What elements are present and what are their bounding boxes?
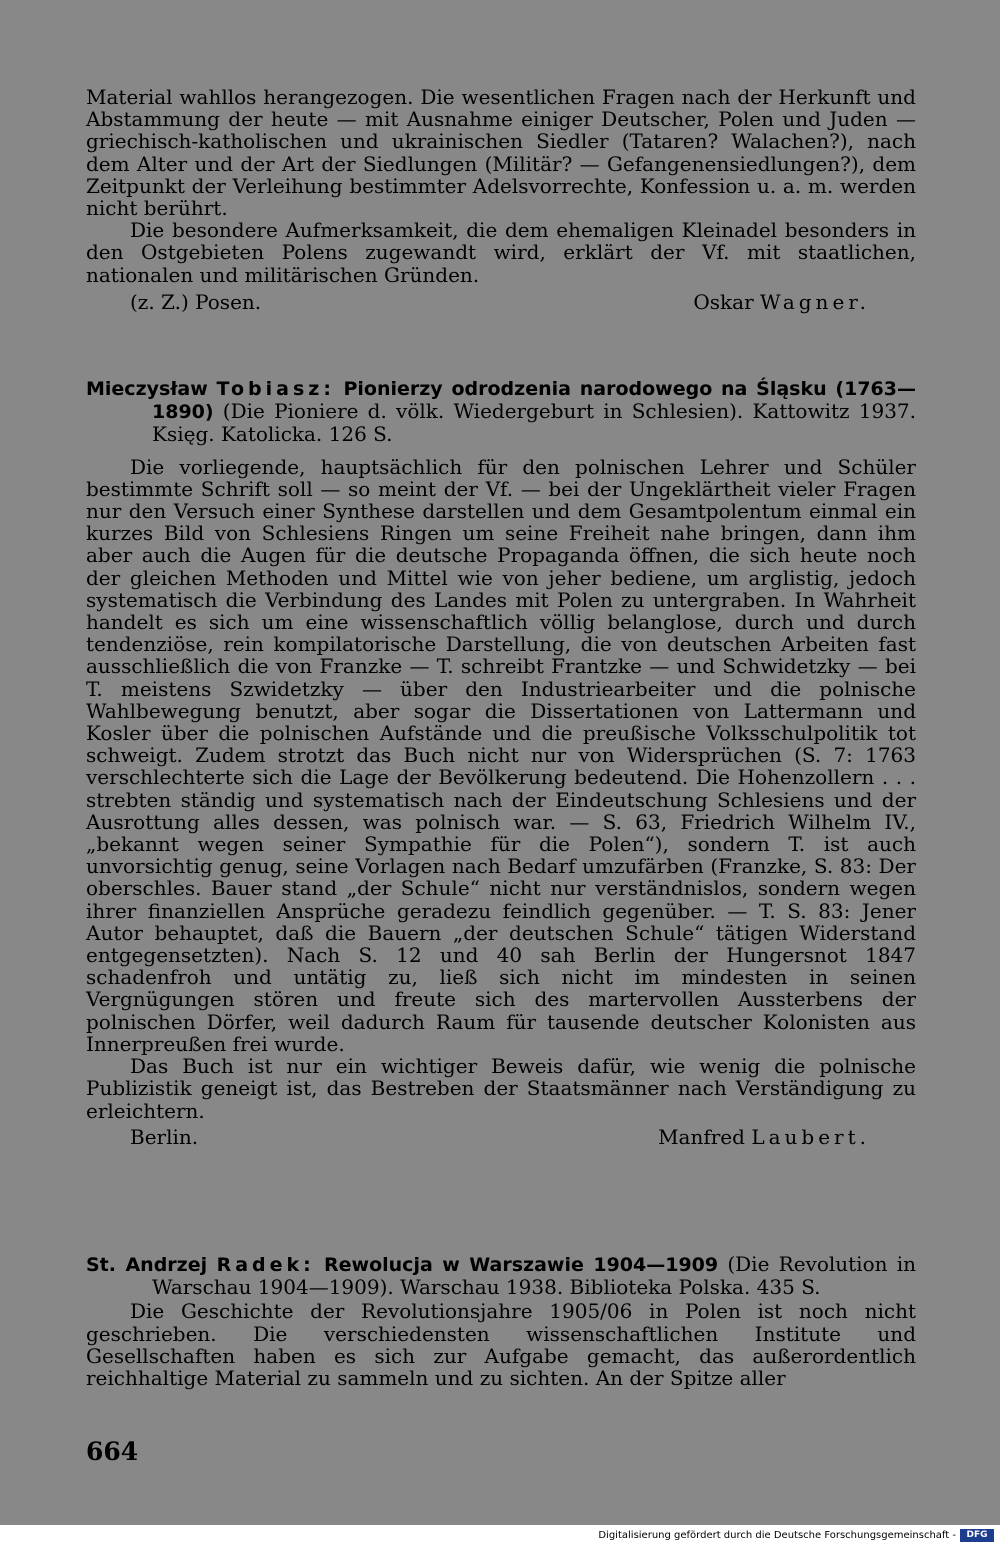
review-paragraph: Das Buch ist nur ein wichtiger Beweis dafür, wie wenig die polnische Publizistik geneigt ist, das Bestreben der Staatsmänner nach Verständigung zu erleichtern. xyxy=(86,1054,916,1123)
book-details: (Die Pioniere d. völk. Wiedergeburt in Schlesien). Kattowitz 1937. Księg. Katolicka. 126 S. xyxy=(152,399,917,447)
book-title: Rewolucja w Warszawie 1904—1909 xyxy=(324,1254,719,1276)
book-author: Mieczysław Tobiasz: xyxy=(86,378,335,400)
book-details: (Die Revolution in Warschau 1904—1909). Warschau 1938. Biblioteka Polska. 435 S. xyxy=(152,1252,916,1300)
review-paragraph: Die Geschichte der Revolutionsjahre 1905/06 in Polen ist noch nicht geschrieben. Die verschiedensten wissenschaftlichen Institute und Gesellschaften haben es sich zur Aufgabe gemacht, das außerordentlich reichhaltige Material zu sammeln und zu sichten. An der Spitze aller xyxy=(86,1299,916,1391)
review-radek xyxy=(86,1253,916,1389)
book-heading xyxy=(86,377,916,446)
review-signature xyxy=(86,291,916,313)
reviewer-place: (z. Z.) Posen. xyxy=(130,289,262,314)
review-wagner xyxy=(86,86,916,313)
reviewer-name: Oskar Wagner. xyxy=(693,289,870,314)
review-signature xyxy=(86,1126,916,1148)
footer-credit: Digitalisierung gefördert durch die Deutsche Forschungsgemeinschaft - xyxy=(598,1530,956,1541)
dfg-logo: DFG xyxy=(960,1529,994,1542)
book-heading xyxy=(86,1253,916,1298)
book-title: Pionierzy odrodzenia narodowego na Śląsku (1763—1890) xyxy=(152,378,916,424)
review-paragraph: Die besondere Aufmerksamkeit, die dem ehemaligen Kleinadel besonders in den Ostgebieten Polens zugewandt wird, erklärt der Vf. mit staatlichen, nationalen und militärischen Gründen. xyxy=(86,218,916,287)
review-paragraph: Die vorliegende, hauptsächlich für den polnischen Lehrer und Schüler bestimmte Schrift soll — so meint der Vf. — bei der Ungeklärtheit vieler Fragen nur den Versuch einer Synthese darstellen und dem Gesamtpolentum einmal ein kurzes Bild von Schlesiens Ringen um seine Freiheit nahe bringen, dann ihm aber auch die Augen für die deutsche Propaganda öffnen, die sich heute noch der gleichen Methoden und Mittel wie von jeher bediene, um arglistig, jedoch systematisch die Verbindung des Landes mit Polen zu untergraben. In Wahrheit handelt es sich um eine wissenschaftlich völlig belanglose, durch und durch tendenziöse, rein kompilatorische Darstellung, die von deutschen Arbeiten fast ausschließlich die von Franzke — T. schreibt Frantzke — und Schwidetzky — bei T. meistens Szwidetzky — über den Industriearbeiter und die polnische Wahlbewegung benutzt, aber sogar die Dissertationen von Lattermann und Kosler über die polnischen Aufstände und die preußische Volksschulpolitik tot schweigt. Zudem strotzt das Buch nicht nur von Widersprüchen (S. 7: 1763 verschlechterte sich die Lage der Bevölkerung bedeutend. Die Hohenzollern . . . strebten ständig und systematisch nach der Eindeutschung Schlesiens und der Ausrottung alles dessen, was polnisch war. — S. 63, Friedrich Wilhelm IV., „bekannt wegen seiner Sympathie für die Polen“), sondern T. ist auch unvorsichtig genug, seine Vorlagen nach Bedarf umzufärben (Franzke, S. 83: Der oberschles. Bauer stand „der Schule“ nicht nur verständnislos, sondern wegen ihrer finanziellen Ansprüche geradezu feindlich gegenüber. — T. S. 83: Jener Autor behauptet, daß die Bauern „der deutschen Schule“ tätigen Widerstand entgegensetzten). Nach S. 12 und 40 sah Berlin der Hungersnot 1847 schadenfroh und untätig zu, ließ sich nicht im mindesten in seinen Vergnügungen stören und freute sich des martervollen Aussterbens der polnischen Dörfer, weil dadurch Raum für tausende deutscher Kolonisten aus Innerpreußen frei wurde. xyxy=(86,454,916,1056)
review-laubert xyxy=(86,377,916,1148)
digitization-footer xyxy=(0,1525,1000,1546)
review-paragraph: Material wahllos herangezogen. Die wesentlichen Fragen nach der Herkunft und Abstammung der heute — mit Ausnahme einiger Deutscher, Polen und Juden — griechisch-katholischen und ukrainischen Siedler (Tataren? Walachen?), nach dem Alter und der Art der Siedlungen (Militär? — Gefangenensiedlungen?), dem Zeitpunkt der Verleihung bestimmter Adelsvorrechte, Konfession u. a. m. werden nicht berührt. xyxy=(86,85,916,221)
page-number: 664 xyxy=(86,1437,139,1466)
book-author: St. Andrzej Radek: xyxy=(86,1254,315,1276)
reviewer-name: Manfred Laubert. xyxy=(658,1124,870,1149)
reviewer-place: Berlin. xyxy=(130,1124,199,1149)
